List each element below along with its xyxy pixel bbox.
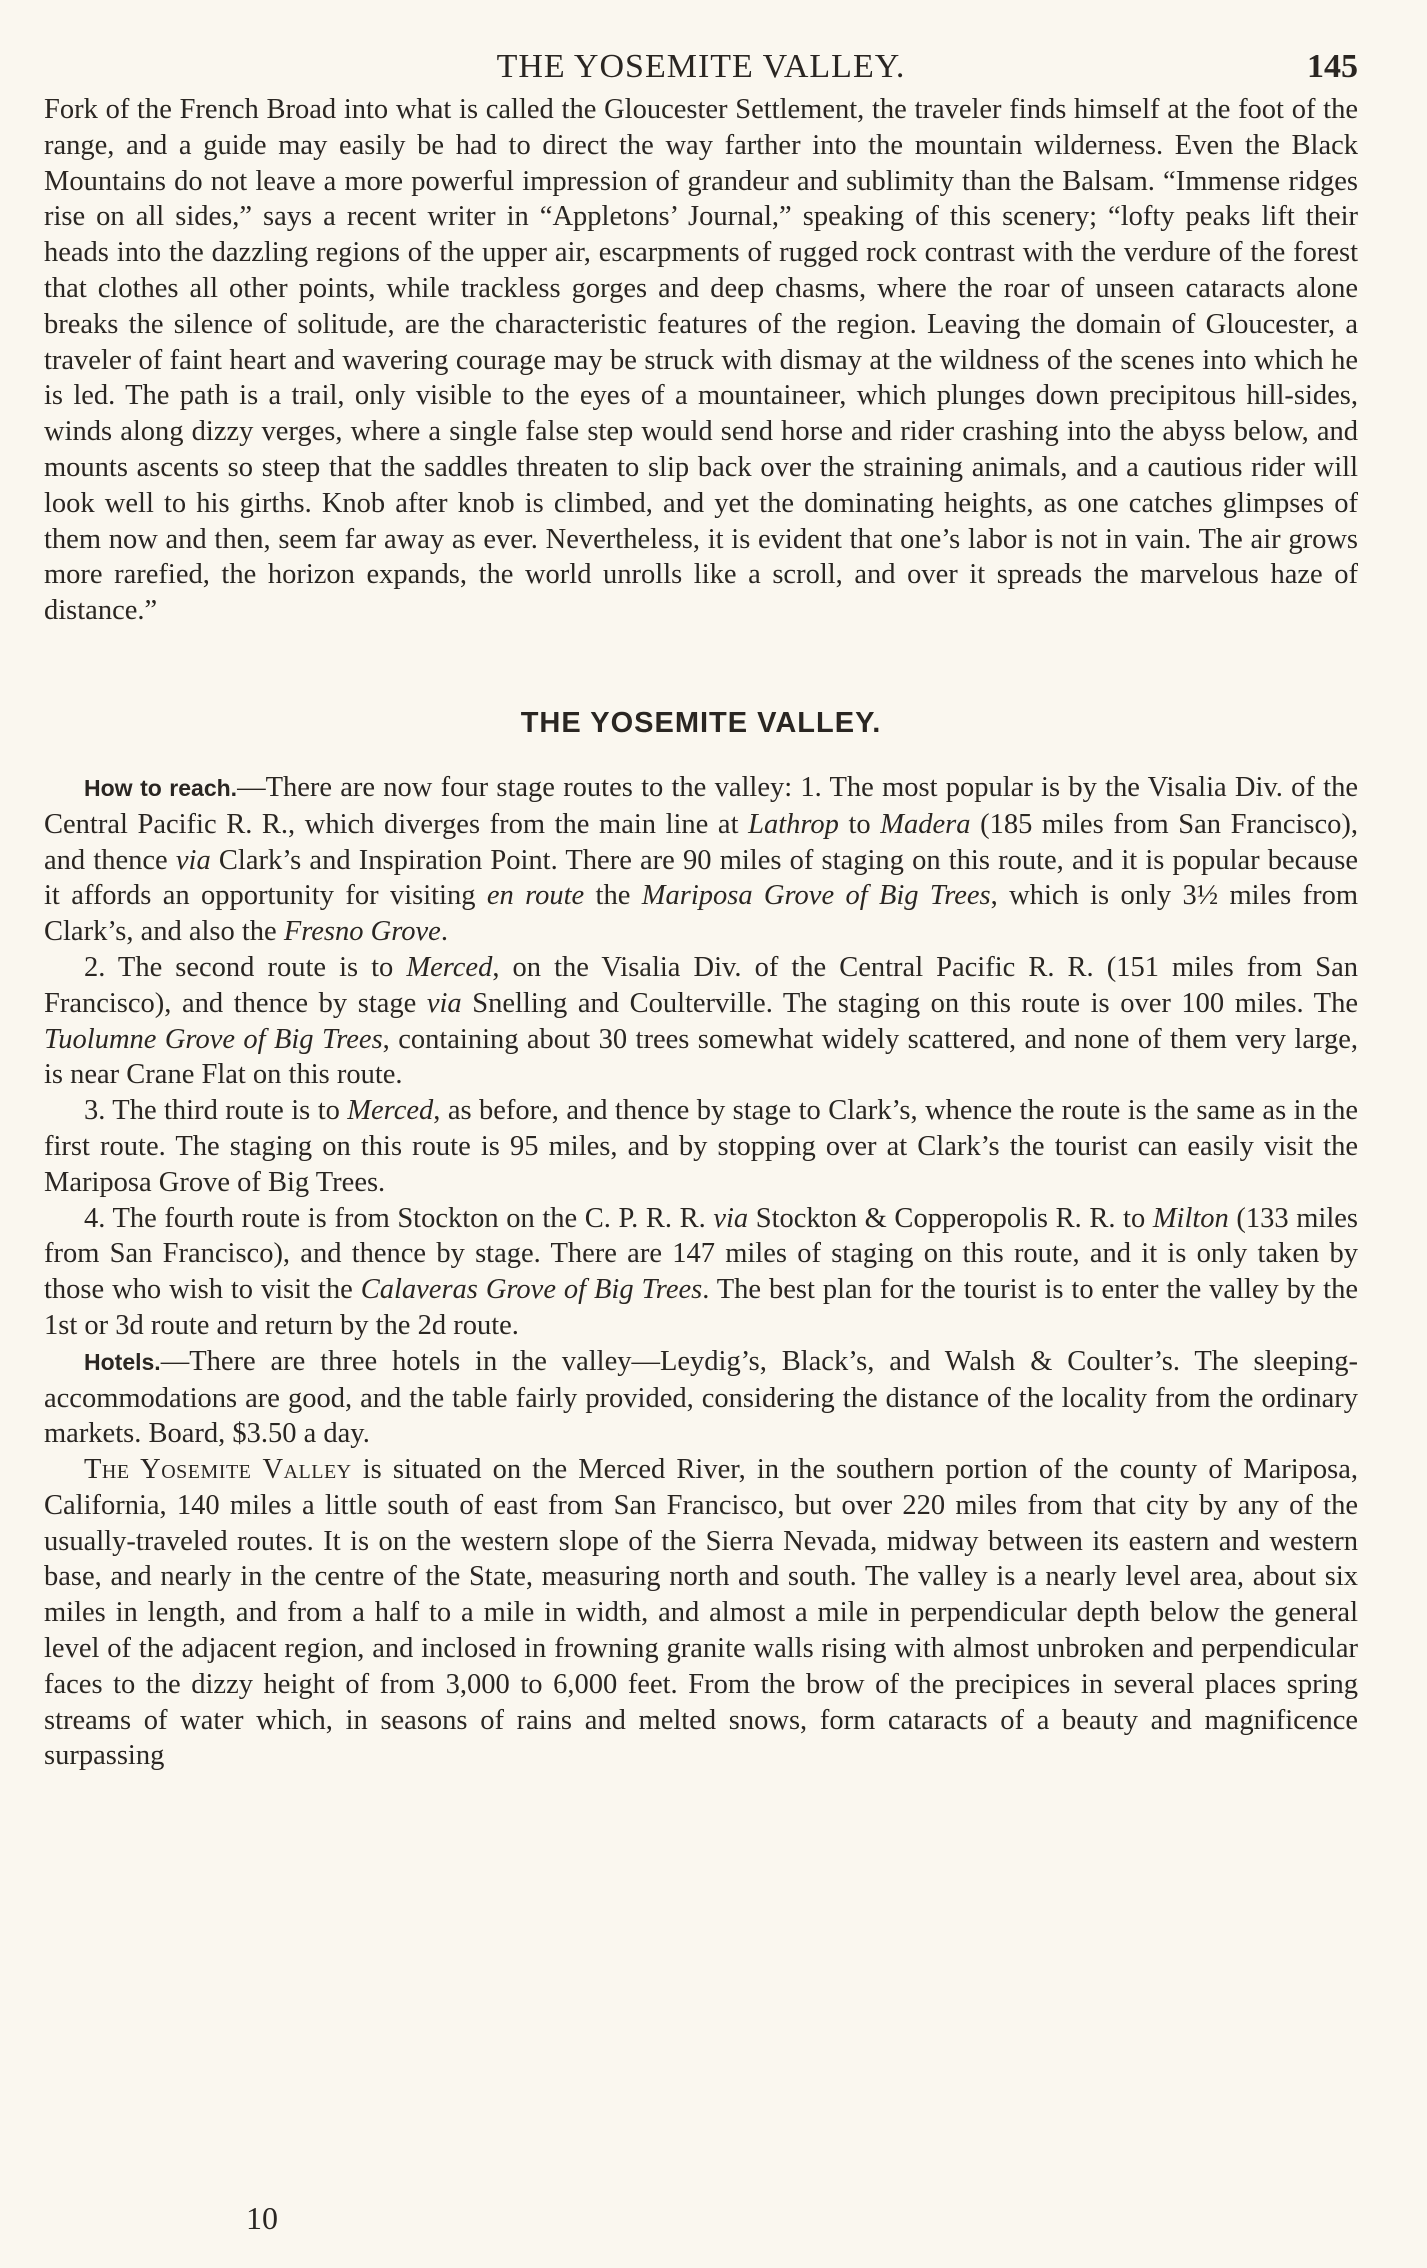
text-run: the — [584, 880, 642, 912]
text-run: —There are three hotels in the valley—Leydig’s, Black’s, and Walsh & Coulter’s. The sleeping-accommodations are good, and the table fairly provided, considering the distance of the locality from the ordinary markets. Board, $3.50 a day. — [44, 1345, 1358, 1450]
text-run: Clark’s and Inspiration Point. There are 90 miles of staging on this route, and it is popular because it affords an opportunity for visiting — [44, 844, 1358, 912]
text-run: 3. The third route is to — [84, 1095, 348, 1127]
place-name: Lathrop — [748, 808, 839, 840]
text-run: . — [440, 916, 448, 948]
valley-description-paragraph — [44, 1452, 1358, 1774]
hotels-label: Hotels. — [84, 1348, 161, 1375]
text-run: (133 miles from San Francisco), and thence by stage. There are 147 miles of staging on this route, and it is only taken by those who wish to visit the — [44, 1202, 1358, 1306]
page-number: 145 — [1307, 48, 1358, 85]
running-head — [44, 40, 1358, 92]
emphasis: en route — [486, 880, 585, 912]
place-name: Tuolumne Grove of Big Trees — [44, 1023, 383, 1055]
how-to-reach-route-1 — [44, 770, 1358, 950]
text-run: 4. The fourth route is from Stockton on the C. P. R. R. — [84, 1202, 714, 1234]
emphasis: via — [713, 1202, 749, 1234]
place-name: Merced — [406, 951, 493, 983]
text-run: Snelling and Coulterville. The staging on this route is over 100 miles. The — [461, 987, 1358, 1019]
text-run: , containing about 30 trees somewhat widely scattered, and none of them very large, is near Crane Flat on this route. — [44, 1023, 1358, 1091]
how-to-reach-route-2 — [44, 950, 1358, 1093]
running-title: THE YOSEMITE VALLEY. — [496, 48, 906, 85]
text-run: 2. The second route is to — [84, 951, 407, 983]
how-to-reach-route-3 — [44, 1093, 1358, 1200]
section-heading: THE YOSEMITE VALLEY. — [520, 706, 882, 739]
how-to-reach-route-4 — [44, 1201, 1358, 1344]
place-name: Merced — [347, 1095, 434, 1127]
place-name: Fresno Grove — [283, 916, 441, 948]
text-run: (185 miles from San Francisco), and thence — [44, 808, 1358, 876]
place-name: Calaveras Grove of Big Trees — [360, 1274, 703, 1306]
text-run: , as before, and thence by stage to Clark’s, whence the route is the same as in the first route. The staging on this route is 95 miles, and by stopping over at Clark’s the tourist can easily visit the Mariposa Grove of Big Trees. — [44, 1095, 1358, 1198]
text-run: —There are now four stage routes to the valley: 1. The most popular is by the Visalia Div. of the Central Pacific R. R., which diverges from the main line at — [44, 771, 1358, 840]
text-run: , on the Visalia Div. of the Central Pacific R. R. (151 miles from San Francisco), and thence by stage — [44, 951, 1358, 1019]
intro-paragraph: Fork of the French Broad into what is called the Gloucester Settlement, the traveler finds himself at the foot of the range, and a guide may easily be had to direct the way farther into the mountain wilderness. Even the Black Mountains do not leave a more powerful impression of grandeur and sublimity than the Balsam. “Immense ridges rise on all sides,” says a recent writer in “Appletons’ Journal,” speaking of this scenery; “lofty peaks lift their heads into the dazzling regions of the upper air, escarpments of rugged rock contrast with the verdure of the forest that clothes all other points, while trackless gorges and deep chasms, where the roar of unseen cataracts alone breaks the silence of solitude, are the characteristic features of the region. Leaving the domain of Gloucester, a traveler of faint heart and wavering courage may be struck with dismay at the wildness of the scenes into which he is led. The path is a trail, only visible to the eyes of a mountaineer, which plunges down precipitous hill-sides, winds along dizzy verges, where a single false step would send horse and rider crashing into the abyss below, and mounts ascents so steep that the saddles threaten to slip back over the straining animals, and a cautious rider will look well to his girths. Knob after knob is climbed, and yet the dominating heights, as one catches glimpses of them now and then, seem far away as ever. Nevertheless, it is evident that one’s labor is not in vain. The air grows more rarefied, the horizon expands, the world unrolls like a scroll, and over it spreads the marvelous haze of distance.” — [44, 94, 1358, 627]
place-name: Milton — [1152, 1202, 1229, 1234]
emphasis: via — [175, 844, 211, 876]
page — [44, 40, 1358, 1774]
signature-mark: 10 — [246, 2200, 278, 2236]
place-name: Mariposa Grove of Big Trees — [641, 880, 991, 912]
text-run: . The best plan for the tourist is to enter the valley by the 1st or 3d route and return by the 2d route. — [44, 1274, 1358, 1341]
text-run: , which is only 3½ miles from Clark’s, and also the — [44, 880, 1358, 948]
text-run: Stockton & Copperopolis R. R. to — [748, 1202, 1153, 1234]
emphasis: via — [426, 987, 462, 1019]
how-to-reach-label: How to reach. — [84, 774, 238, 801]
text-run: to — [838, 808, 881, 840]
hotels-paragraph — [44, 1344, 1358, 1452]
place-name: Madera — [880, 808, 971, 840]
text-run: is situated on the Merced River, in the southern portion of the county of Mariposa, California, 140 miles a little south of east from San Francisco, but over 220 miles from that city by any of the usually-traveled routes. It is on the western slope of the Sierra Nevada, midway between its eastern and western base, and nearly in the centre of the State, measuring north and south. The valley is a nearly level area, about six miles in length, and from a half to a mile in width, and almost a mile in perpendicular depth below the general level of the adjacent region, and inclosed in frowning granite walls rising with almost unbroken and perpendicular faces to the dizzy height of from 3,000 to 6,000 feet. From the brow of the precipices in several places spring streams of water which, in seasons of rains and melted snows, form cataracts of a beauty and magnificence surpassing — [44, 1454, 1358, 1772]
valley-lead: The Yosemite Valley — [84, 1454, 352, 1486]
